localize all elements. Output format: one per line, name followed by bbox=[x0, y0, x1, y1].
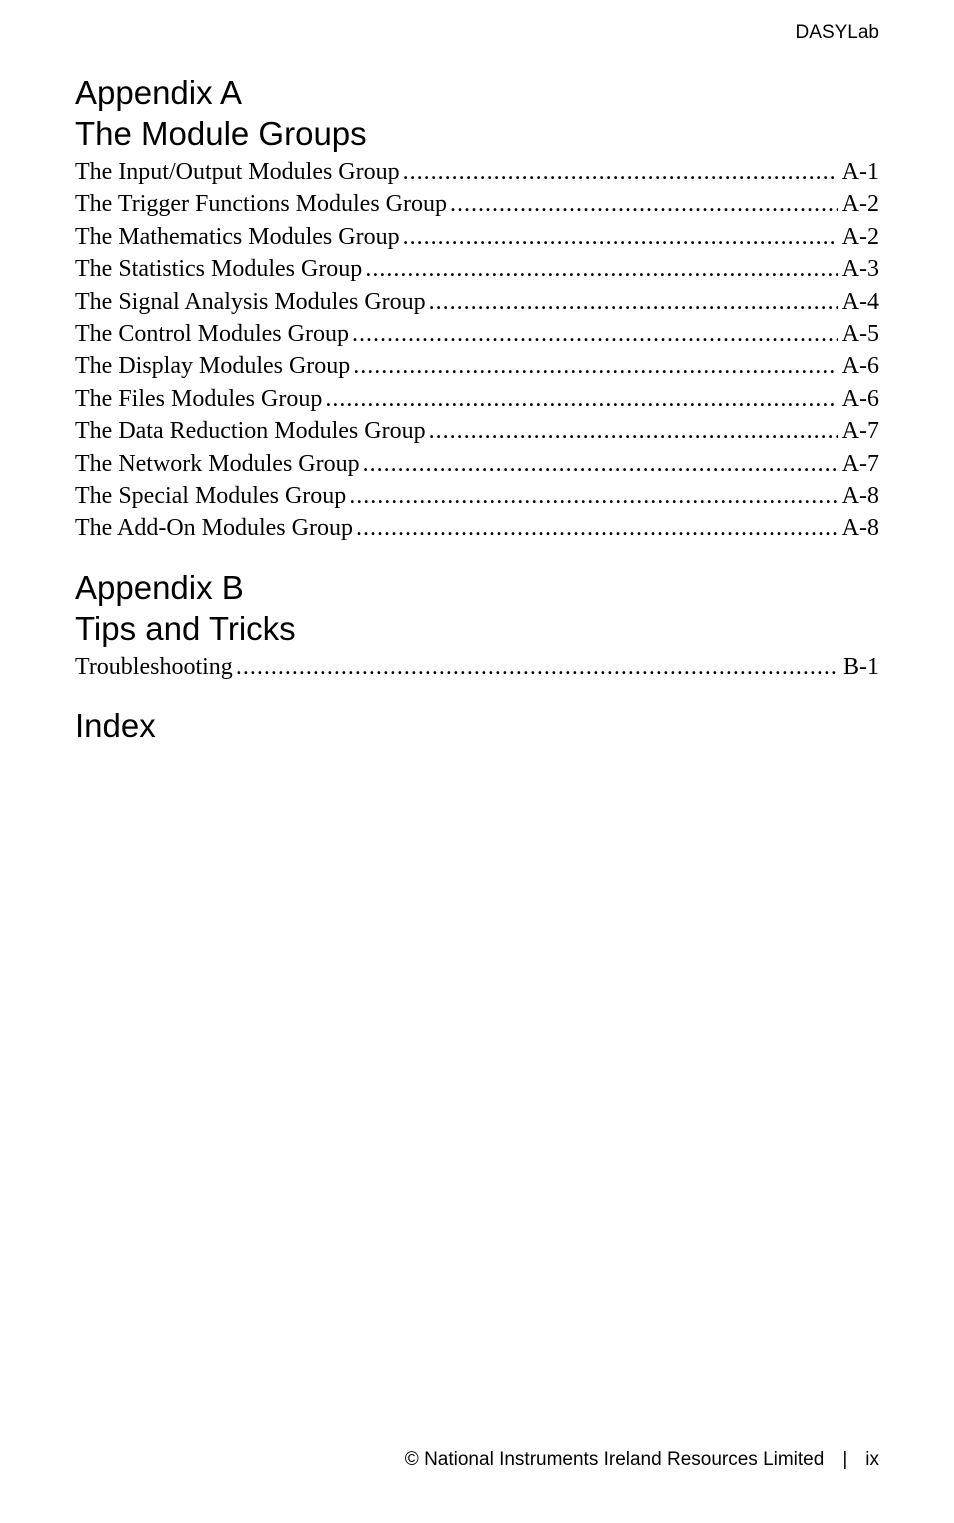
appendix-a-title: The Module Groups bbox=[75, 115, 367, 152]
toc-entry-title: The Control Modules Group bbox=[75, 320, 349, 347]
toc-entry-page: A-5 bbox=[841, 320, 879, 347]
toc-entry-title: The Add-On Modules Group bbox=[75, 515, 353, 542]
appendix-b-title: Tips and Tricks bbox=[75, 609, 296, 647]
footer-copyright: © National Instruments Ireland Resources Limited bbox=[404, 1449, 825, 1470]
toc-entry[interactable] bbox=[75, 448, 879, 480]
table-of-contents bbox=[75, 72, 879, 768]
toc-entry-title: The Display Modules Group bbox=[75, 353, 351, 380]
toc-entry[interactable] bbox=[75, 480, 879, 512]
toc-entry-page: A-6 bbox=[841, 353, 879, 380]
toc-entry-page: B-1 bbox=[843, 653, 879, 680]
toc-entry-title: The Special Modules Group bbox=[75, 482, 347, 509]
toc-entry-title: The Mathematics Modules Group bbox=[75, 223, 400, 250]
toc-leader-dots bbox=[429, 286, 838, 318]
toc-entry[interactable] bbox=[75, 415, 879, 447]
toc-entry[interactable] bbox=[75, 221, 879, 253]
toc-entry[interactable] bbox=[75, 651, 879, 683]
toc-entry-page: A-4 bbox=[841, 288, 879, 315]
toc-entry[interactable] bbox=[75, 253, 879, 285]
toc-entry-title: The Trigger Functions Modules Group bbox=[75, 191, 447, 218]
footer-separator: | bbox=[842, 1449, 848, 1470]
page-footer bbox=[405, 1448, 879, 1472]
appendix-b-entries bbox=[75, 651, 879, 683]
toc-leader-dots bbox=[365, 253, 837, 285]
toc-entry-page: A-7 bbox=[841, 418, 879, 445]
toc-leader-dots bbox=[403, 221, 838, 253]
toc-leader-dots bbox=[363, 448, 838, 480]
toc-entry-title: The Network Modules Group bbox=[75, 450, 360, 477]
toc-entry-title: The Signal Analysis Modules Group bbox=[75, 288, 426, 315]
toc-entry[interactable] bbox=[75, 318, 879, 350]
toc-entry-page: A-6 bbox=[841, 385, 879, 412]
toc-leader-dots bbox=[356, 512, 838, 544]
toc-entry[interactable] bbox=[75, 383, 879, 415]
toc-entry-title: The Statistics Modules Group bbox=[75, 256, 363, 283]
appendix-b-section bbox=[75, 567, 879, 683]
toc-leader-dots bbox=[349, 480, 837, 512]
appendix-a-entries bbox=[75, 156, 879, 545]
appendix-a-section bbox=[75, 72, 879, 545]
toc-entry-page: A-8 bbox=[841, 515, 879, 542]
toc-entry-page: A-8 bbox=[841, 482, 879, 509]
running-header: DASYLab bbox=[795, 22, 879, 43]
page-number: ix bbox=[865, 1449, 879, 1470]
toc-entry-page: A-1 bbox=[841, 159, 879, 185]
toc-leader-dots bbox=[403, 156, 838, 188]
toc-entry-title: The Data Reduction Modules Group bbox=[75, 418, 426, 445]
toc-leader-dots bbox=[325, 383, 837, 415]
toc-leader-dots bbox=[353, 350, 837, 382]
toc-entry-page: A-3 bbox=[841, 256, 879, 283]
toc-entry[interactable] bbox=[75, 286, 879, 318]
appendix-b-label: Appendix B bbox=[75, 568, 244, 606]
toc-leader-dots bbox=[236, 651, 839, 683]
index-title[interactable]: Index bbox=[75, 707, 156, 745]
toc-entry-page: A-7 bbox=[841, 450, 879, 477]
toc-entry-page: A-2 bbox=[841, 191, 879, 218]
toc-leader-dots bbox=[352, 318, 838, 350]
toc-entry-title: The Input/Output Modules Group bbox=[75, 159, 400, 185]
toc-leader-dots bbox=[429, 415, 838, 447]
toc-entry[interactable] bbox=[75, 350, 879, 382]
toc-entry[interactable] bbox=[75, 512, 879, 544]
toc-entry-title: The Files Modules Group bbox=[75, 385, 323, 412]
toc-entry[interactable] bbox=[75, 188, 879, 220]
toc-leader-dots bbox=[450, 188, 838, 220]
toc-entry[interactable] bbox=[75, 156, 879, 188]
index-section bbox=[75, 705, 879, 746]
toc-entry-title: Troubleshooting bbox=[75, 653, 233, 680]
toc-entry-page: A-2 bbox=[841, 223, 879, 250]
appendix-a-label: Appendix A bbox=[75, 74, 242, 111]
